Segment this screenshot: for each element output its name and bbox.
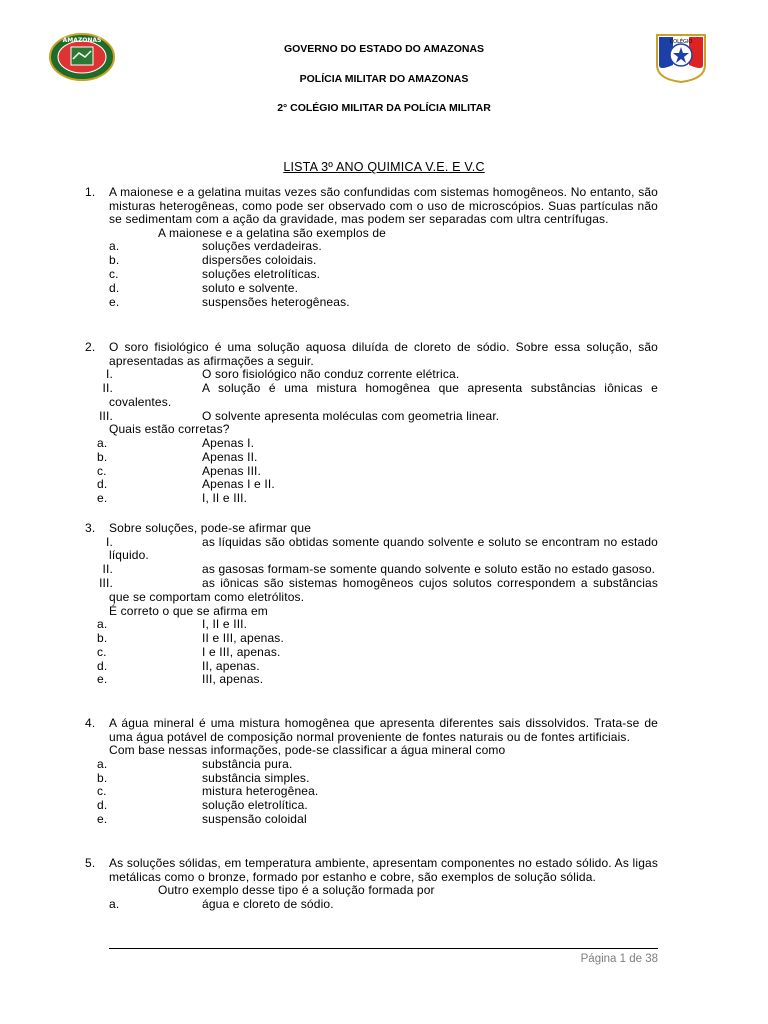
question-text: A água mineral é uma mistura homogênea que apresenta diferentes sais dissolvidos. Trata-se de uma água potável de composição normal proveniente de fontes naturais ou de fontes artificiais. (109, 716, 658, 744)
question-2 (85, 340, 658, 506)
answer-option (97, 630, 658, 646)
option-letter: b. (97, 770, 108, 785)
option-letter: d. (109, 280, 120, 295)
option-text: Apenas I e II. (202, 477, 275, 492)
header-school: 2° COLÉGIO MILITAR DA POLÍCIA MILITAR (277, 102, 491, 114)
answer-option (97, 477, 658, 492)
question-text: Sobre soluções, pode-se afirmar que (109, 521, 312, 535)
answer-option (109, 254, 658, 268)
page-number: Página 1 de 38 (580, 953, 658, 965)
answer-option (97, 811, 658, 827)
question-1 (85, 185, 658, 309)
option-letter: e. (97, 672, 108, 687)
option-text: Apenas III. (202, 463, 262, 478)
header-police: POLÍCIA MILITAR DO AMAZONAS (299, 73, 469, 85)
option-letter: c. (97, 463, 107, 478)
answer-option (109, 282, 658, 296)
statement-text: as líquidas são obtidas somente quando solvente e soluto se encontram no estado líquido. (109, 534, 658, 563)
question-number: 1. (85, 185, 96, 199)
statement (106, 534, 658, 564)
option-text: água e cloreto de sódio. (202, 896, 334, 911)
answer-option (97, 770, 658, 786)
statement-text: A solução é uma mistura homogênea que apresenta substâncias iônicas e covalentes. (109, 380, 658, 409)
statement-numeral: II. (102, 562, 113, 577)
statement-text: O solvente apresenta moléculas com geometria linear. (202, 408, 500, 423)
question-number: 2. (85, 340, 96, 354)
option-text: suspensões heterogêneas. (202, 294, 350, 309)
statement-text: O soro fisiológico não conduz corrente elétrica. (202, 367, 460, 382)
answer-option (97, 463, 658, 479)
statement-text: as gasosas formam-se somente quando solvente e soluto estão no estado gasoso. (202, 562, 656, 577)
option-letter: b. (109, 253, 120, 268)
answer-option (97, 784, 658, 799)
option-letter: c. (109, 266, 119, 281)
option-text: I, II e III. (202, 617, 248, 632)
option-letter: a. (109, 896, 120, 911)
answer-option (109, 296, 658, 310)
option-text: I e III, apenas. (202, 644, 281, 659)
answer-option (97, 756, 658, 772)
option-letter: e. (97, 811, 108, 826)
option-text: suspensão coloidal (202, 811, 307, 826)
option-text: dispersões coloidais. (202, 253, 317, 268)
document-title: LISTA 3º ANO QUIMICA V.E. E V.C (283, 160, 485, 174)
option-text: solução eletrolítica. (202, 798, 308, 813)
question-number: 4. (85, 716, 96, 730)
answer-option (97, 672, 658, 687)
option-text: Apenas I. (202, 435, 255, 450)
question-prompt: Quais estão corretas? (109, 422, 230, 437)
statement (99, 408, 658, 424)
statement-text: as iônicas são sistemas homogêneos cujos solutos correspondem a substâncias que se comportam como eletrólitos. (109, 575, 658, 604)
answer-option (97, 449, 658, 465)
question-5 (85, 856, 658, 912)
option-text: soluções verdadeiras. (202, 239, 322, 254)
question-prompt: Outro exemplo desse tipo é a solução formada por (158, 883, 435, 898)
answer-option (109, 240, 658, 254)
answer-option (97, 617, 658, 632)
option-text: III, apenas. (202, 672, 264, 687)
left-logo-text: AMAZONAS (62, 37, 102, 44)
question-prompt: Com base nessas informações, pode-se classificar a água mineral como (109, 743, 506, 758)
statement-numeral: III. (99, 408, 113, 423)
statement-numeral: I. (106, 367, 113, 382)
question-number: 3. (85, 521, 96, 535)
option-text: Apenas II. (202, 449, 258, 464)
option-text: soluções eletrolíticas. (202, 266, 321, 281)
question-prompt: É correto o que se afirma em (109, 603, 268, 618)
statement-numeral: II. (102, 380, 113, 395)
option-letter: a. (97, 435, 108, 450)
footer-divider (109, 948, 658, 949)
statement (102, 380, 658, 410)
question-text: O soro fisiológico é uma solução aquosa diluída de cloreto de sódio. Sobre essa solução, são apresentadas as afirmações a seguir. (109, 340, 658, 368)
answer-option (109, 898, 658, 912)
option-letter: c. (97, 644, 107, 659)
answer-option (97, 658, 658, 674)
option-letter: b. (97, 630, 108, 645)
statement-numeral: III. (99, 575, 113, 590)
option-text: substância pura. (202, 756, 293, 771)
statement-numeral: I. (106, 534, 113, 549)
option-letter: d. (97, 658, 108, 673)
header-government: GOVERNO DO ESTADO DO AMAZONAS (283, 43, 485, 55)
option-letter: a. (109, 239, 120, 254)
answer-option (97, 798, 658, 813)
question-number: 5. (85, 856, 96, 870)
answer-option (97, 491, 658, 506)
question-prompt: A maionese e a gelatina são exemplos de (158, 225, 386, 240)
statement (99, 575, 658, 605)
right-logo-text: COLÉGIO (669, 39, 693, 45)
option-text: II, apenas. (202, 658, 260, 673)
option-letter: a. (97, 617, 108, 632)
question-text: A maionese e a gelatina muitas vezes são confundidas com sistemas homogêneos. No entanto, são misturas heterogêneas, como pode ser observado com o uso de microscópios. Suas partículas não se sedimentam com a ação da gravidade, mas podem ser separadas com ultra centrífugas. (109, 185, 658, 227)
option-text: substância simples. (202, 770, 310, 785)
option-letter: d. (97, 477, 108, 492)
option-text: I, II e III. (202, 491, 248, 506)
option-letter: a. (97, 756, 108, 771)
answer-option (109, 268, 658, 282)
option-letter: b. (97, 449, 108, 464)
answer-option (97, 644, 658, 660)
option-text: soluto e solvente. (202, 280, 299, 295)
statement (102, 562, 658, 577)
option-letter: c. (97, 784, 107, 799)
option-text: II e III, apenas. (202, 630, 284, 645)
question-4 (85, 716, 658, 827)
statement (106, 367, 658, 382)
answer-option (97, 435, 658, 451)
question-text: As soluções sólidas, em temperatura ambiente, apresentam componentes no estado sólido. As ligas metálicas como o bronze, formado por estanho e cobre, são exemplos de solução sólida. (109, 856, 658, 884)
option-letter: e. (97, 491, 108, 506)
question-3 (85, 521, 658, 687)
option-text: mistura heterogênea. (202, 784, 319, 799)
option-letter: e. (109, 294, 120, 309)
option-letter: d. (97, 798, 108, 813)
